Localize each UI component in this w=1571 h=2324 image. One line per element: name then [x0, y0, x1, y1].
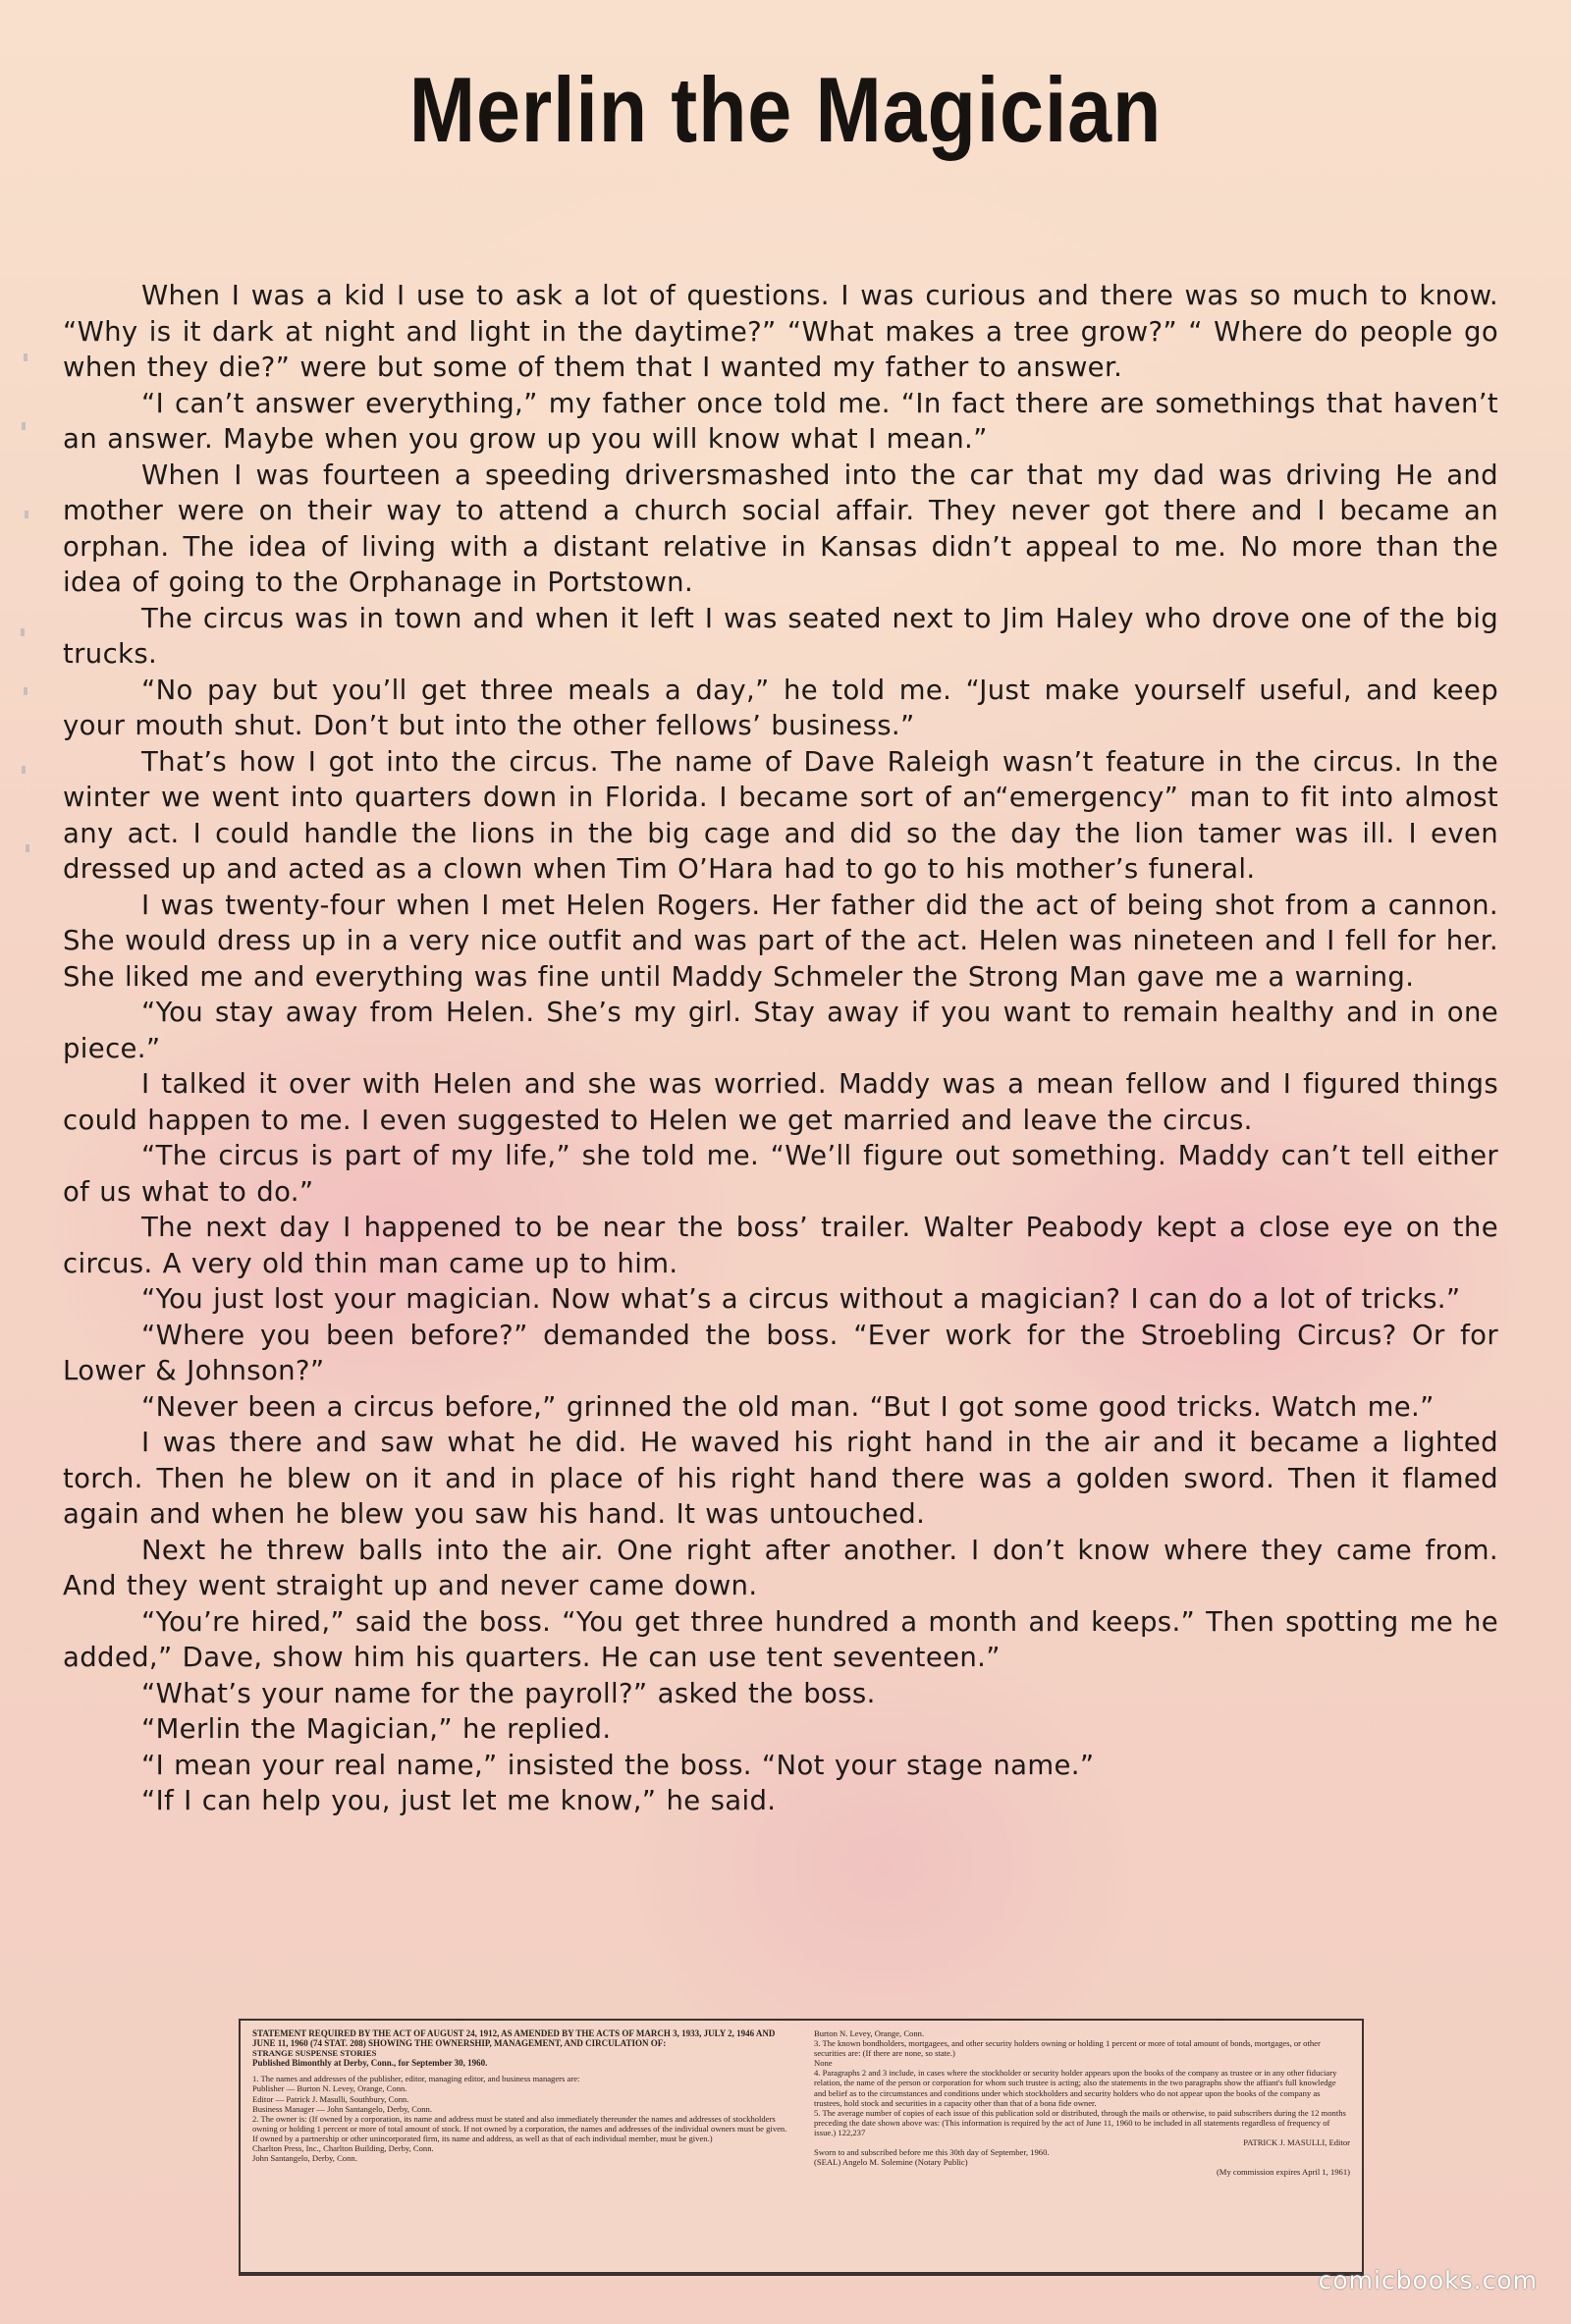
statement-line: 2. The owner is: (If owned by a corporation, its name and address must be stated and also immediately thereunder the names and addresses of stockholders owning or holding 1 percent or more of total amount of stock. If not owned by a corporation, the names and addresses of the individual owners must be given. If owned by a partnership or other unincorporated firm, its name and address, as well as that of each individual member, must be given.) — [252, 2113, 787, 2143]
story-paragraph: When I was fourteen a speeding driversmashed into the car that my dad was driving He and mother were on their way to attend a church social affair. They never got there and I became an orphan. The idea of living with a distant relative in Kansas didn’t appeal to me. No more than the idea of going to the Orphanage in Portstown. — [63, 459, 1498, 598]
story-paragraph: “No pay but you’ll get three meals a day,” he told me. “Just make yourself useful, and keep your mouth shut. Don’t but into the other fellows’ business.” — [63, 674, 1498, 741]
statement-line: Published Bimonthly at Derby, Conn., for September 30, 1960. — [252, 2058, 488, 2069]
statement-line: (SEAL) Angelo M. Solemine (Notary Public) — [814, 2157, 968, 2168]
story-paragraph: “What’s your name for the payroll?” asked the boss. — [141, 1677, 876, 1709]
story-paragraph: The circus was in town and when it left I was seated next to Jim Haley who drove one of the big trucks. — [63, 602, 1498, 670]
statement-line: Business Manager — John Santangelo, Derby, Conn. — [252, 2103, 432, 2114]
story-paragraph: That’s how I got into the circus. The name of Dave Raleigh wasn’t feature in the circus. In the winter we went into quarters down in Florida. I became sort of an“emergency” man to fit into almost any act. I could handle the lions in the big cage and did so the day the lion tamer was ill. I even dressed up and acted as a clown when Tim O’Hara had to go to his mother’s funeral. — [63, 745, 1498, 885]
story-paragraph: The next day I happened to be near the boss’ trailer. Walter Peabody kept a close eye on the circus. A very old thin man came up to him. — [63, 1212, 1498, 1279]
statement-line: Publisher — Burton N. Levey, Orange, Conn. — [252, 2083, 407, 2094]
story-paragraph: “You stay away from Helen. She’s my girl. Stay away if you want to remain healthy and in one piece.” — [63, 997, 1498, 1064]
statement-publication-name: STRANGE SUSPENSE STORIES — [252, 2048, 377, 2059]
statement-line: Burton N. Levey, Orange, Conn. — [814, 2028, 925, 2038]
statement-line: Sworn to and subscribed before me this 30th day of September, 1960. — [814, 2147, 1050, 2158]
statement-heading: STATEMENT REQUIRED BY THE ACT OF AUGUST 24, 1912, AS AMENDED BY THE ACTS OF MARCH 3, 1933, JULY 2, 1946 AND JUNE 11, 1960 (74 STAT. 208) SHOWING THE OWNERSHIP, MANAGEMENT, AND CIRCULATION OF: — [252, 2028, 776, 2049]
statement-line: 4. Paragraphs 2 and 3 include, in cases where the stockholder or security holder appears upon the books of the company as trustee or in any other fiduciary relation, the name of the person or corporation for whom such trustee is acting; also the statements in the two paragraphs show the affiant's full knowledge and belief as to the circumstances and conditions under which stockholders and security holders who do not appear upon the books of the company as trustees, hold stock and securities in a capacity other than that of a bona fide owner. — [814, 2068, 1337, 2108]
statement-line: (My commission expires April 1, 1961) — [1216, 2167, 1350, 2178]
story-paragraph: “I can’t answer everything,” my father once told me. “In fact there are somethings that haven’t an answer. Maybe when you grow up you will know what I mean.” — [63, 387, 1498, 455]
statement-line: 5. The average number of copies of each issue of this publication sold or distributed, through the mails or otherwise, to paid subscribers during the 12 months preceding the date shown above was: (This information is required by the act of June 11, 1960 to be included in all statements regardless of frequency of issue.) 122,237 — [814, 2107, 1346, 2137]
story-paragraph: “The circus is part of my life,” she told me. “We’ll figure out something. Maddy can’t tell either of us what to do.” — [63, 1140, 1498, 1208]
page-title: Merlin the Magician — [408, 58, 1163, 161]
ownership-statement-box — [239, 2019, 1364, 2276]
story-paragraph: “If I can help you, just let me know,” he said. — [141, 1785, 777, 1816]
statement-right-column — [814, 2028, 1350, 2264]
statement-left-column — [252, 2028, 788, 2264]
story-paragraph: “Where you been before?” demanded the boss. “Ever work for the Stroebling Circus? Or for Lower & Johnson?” — [63, 1319, 1498, 1386]
story-paragraph: I was twenty-four when I met Helen Rogers. Her father did the act of being shot from a cannon. She would dress up in a very nice outfit and was part of the act. Helen was nineteen and I fell for her. She liked me and everything was fine until Maddy Schmeler the Strong Man gave me a warning. — [63, 889, 1498, 993]
story-paragraph: “You just lost your magician. Now what’s a circus without a magician? I can do a lot of tricks.” — [141, 1283, 1461, 1315]
story-paragraph: I talked it over with Helen and she was worried. Maddy was a mean fellow and I figured things could happen to me. I even suggested to Helen we get married and leave the circus. — [63, 1068, 1498, 1136]
statement-editor-signature: PATRICK J. MASULLI, Editor — [1243, 2137, 1350, 2148]
story-paragraph: “You’re hired,” said the boss. “You get three hundred a month and keeps.” Then spotting me he added,” Dave, show him his quarters. He can use tent seventeen.” — [63, 1605, 1498, 1673]
statement-line: 1. The names and addresses of the publisher, editor, managing editor, and business managers are: — [252, 2074, 580, 2084]
story-paragraph: Next he threw balls into the air. One right after another. I don’t know where they came from. And they went straight up and never came down. — [63, 1534, 1498, 1601]
story-paragraph: “I mean your real name,” insisted the boss. “Not your stage name.” — [141, 1749, 1095, 1781]
statement-line: 3. The known bondholders, mortgagees, and other security holders owning or holding 1 percent or more of total amount of bonds, mortgages, or other securities are: (If there are none, so state.) — [814, 2038, 1321, 2059]
story-body — [63, 278, 1498, 1819]
statement-line: Charlton Press, Inc., Charlton Building, Derby, Conn. — [252, 2143, 434, 2154]
story-paragraph: I was there and saw what he did. He waved his right hand in the air and it became a lighted torch. Then he blew on it and in place of his right hand there was a golden sword. Then it flamed again and when he blew you saw his hand. It was untouched. — [63, 1427, 1498, 1530]
statement-line: None — [814, 2058, 833, 2069]
story-paragraph: “Never been a circus before,” grinned the old man. “But I got some good tricks. Watch me.” — [141, 1390, 1435, 1423]
story-paragraph: When I was a kid I use to ask a lot of questions. I was curious and there was so much to know. “Why is it dark at night and light in the daytime?” “What makes a tree grow?” “ Where do people go when they die?” were but some of them that I wanted my father to answer. — [63, 280, 1498, 383]
statement-line: John Santangelo, Derby, Conn. — [252, 2153, 357, 2164]
site-watermark: comicbooks.com — [1318, 2266, 1538, 2295]
story-paragraph: “Merlin the Magician,” he replied. — [141, 1713, 612, 1745]
statement-line: Editor — Patrick J. Masulli, Southbury, Conn. — [252, 2093, 409, 2104]
